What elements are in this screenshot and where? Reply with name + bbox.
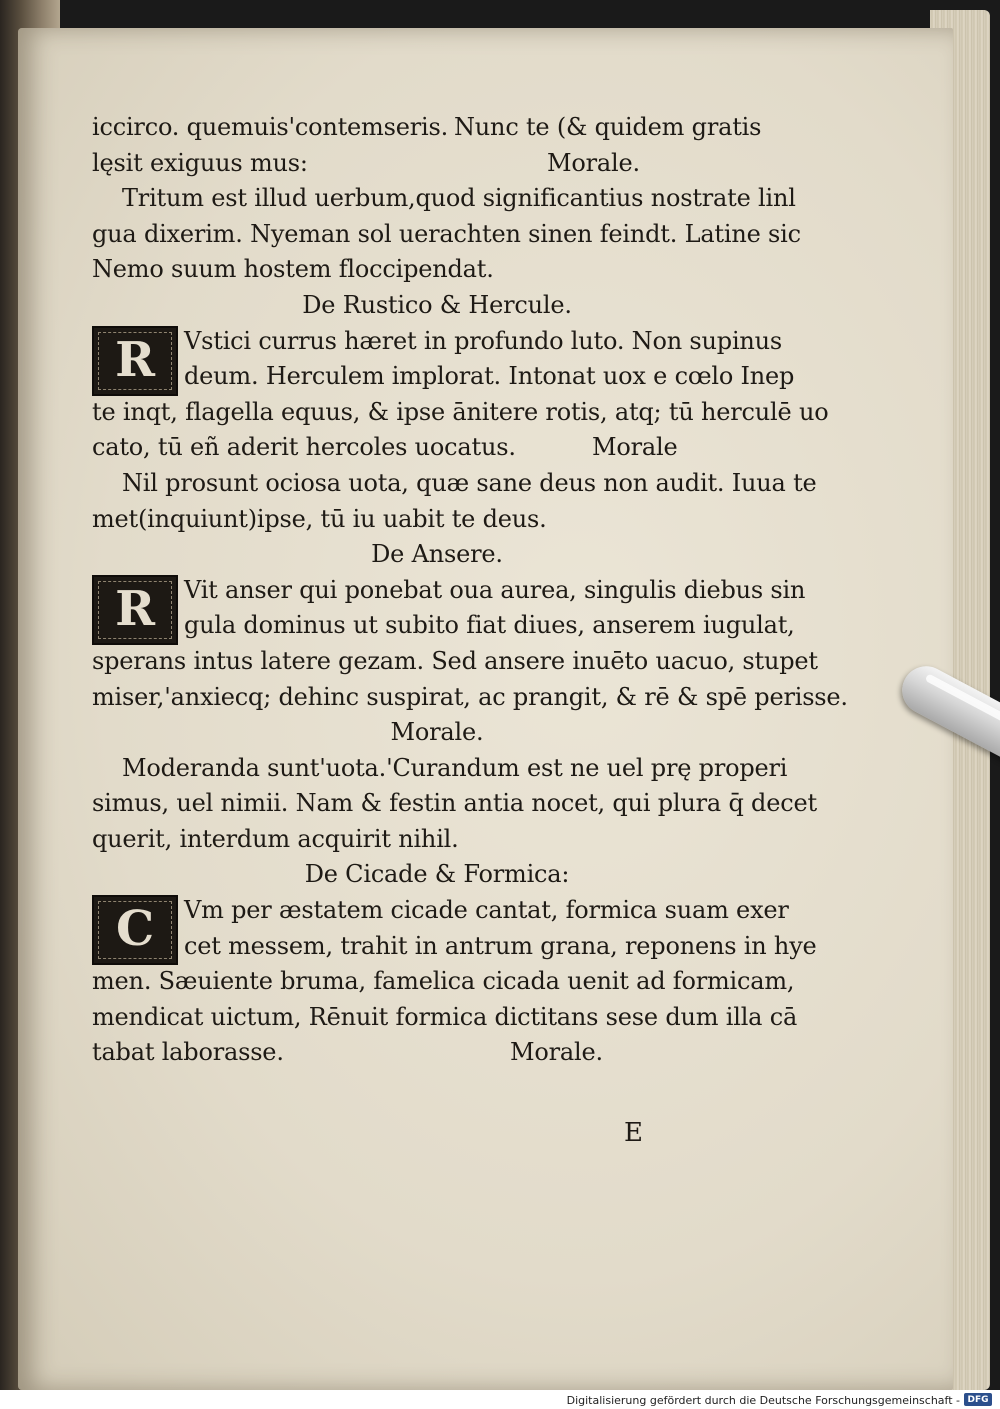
text-line: querit, interdum acquirit nihil.: [92, 824, 459, 853]
text-line: met(inquiunt)ipse, tū iu uabit te deus.: [92, 504, 547, 533]
text-line: [92, 430, 782, 466]
text-line: mendicat uictum, Rēnuit formica dictitans sese dum illa cā: [92, 1002, 798, 1031]
section-heading-rustico: De Rustico & Hercule.: [302, 290, 572, 319]
footer-bar: [0, 1390, 1000, 1409]
text-line: simus, uel nimii. Nam & festin antia nocet, qui plura q̄ decet: [92, 789, 817, 818]
morale-label: Morale.: [510, 1038, 603, 1067]
section-heading-cicade: De Cicade & Formica:: [304, 860, 570, 889]
text-line: [92, 110, 782, 146]
text-line: Nemo suum hostem floccipendat.: [92, 255, 494, 284]
text-line: [92, 146, 782, 182]
paragraph-cicade: [92, 893, 817, 964]
morale-label: Morale.: [547, 148, 640, 177]
text-segment: tabat laborasse.: [92, 1038, 284, 1067]
text-line: Vstici currus hæret in profundo luto. Non supinus: [184, 326, 783, 355]
dropcap-initial: C: [92, 895, 178, 965]
morale-label: Morale: [592, 433, 678, 462]
text-line: men. Sæuiente bruma, famelica cicada uenit ad formicam,: [92, 967, 795, 996]
text-line: deum. Herculem implorat. Intonat uox e cœlo Inep: [184, 362, 795, 391]
text-block: [92, 110, 848, 1071]
text-segment: lęsit exiguus mus:: [92, 148, 308, 177]
text-line: te inqt, flagella equus, & ipse ānitere rotis, atq; tū herculē uo: [92, 397, 829, 426]
text-line: Nil prosunt ociosa uota, quæ sane deus non audit. Iuua te: [122, 468, 817, 497]
digitization-credit: Digitalisierung gefördert durch die Deutsche Forschungsgemeinschaft -: [566, 1394, 960, 1407]
text-line: Vit anser qui ponebat oua aurea, singulis diebus sin: [184, 575, 806, 604]
text-line: Vm per æstatem cicade cantat, formica suam exer: [184, 896, 789, 925]
morale-heading: Morale.: [390, 718, 484, 747]
text-segment: cato, tū eñ aderit hercoles uocatus.: [92, 433, 516, 462]
text-line: sperans intus latere gezam. Sed ansere inuēto uacuo, stupet: [92, 646, 818, 675]
text-line: miser,'anxiecq; dehinc suspirat, ac prangit, & rē & spē perisse.: [92, 682, 848, 711]
text-line: Tritum est illud uerbum,quod significantius nostrate linl: [122, 184, 796, 213]
text-line: [92, 1035, 782, 1071]
text-segment: iccirco. quemuis'contemseris.: [92, 113, 449, 141]
dfg-logo-icon: DFG: [964, 1393, 992, 1406]
dropcap-initial: R: [92, 326, 178, 396]
paragraph-ansere: [92, 573, 806, 644]
text-line: cet messem, trahit in antrum grana, reponens in hye: [184, 931, 817, 960]
signature-mark: E: [624, 1118, 643, 1148]
text-line: gua dixerim. Nyeman sol uerachten sinen feindt. Latine sic: [92, 219, 801, 248]
paragraph-rustico: [92, 324, 795, 395]
text-segment: Nunc te (& quidem gratis: [454, 113, 762, 141]
section-heading-ansere: De Ansere.: [371, 540, 503, 569]
text-line: gula dominus ut subito fiat diues, anserem iugulat,: [184, 611, 795, 640]
dropcap-initial: R: [92, 575, 178, 645]
text-line: Moderanda sunt'uota.'Curandum est ne uel prę properi: [122, 753, 788, 782]
